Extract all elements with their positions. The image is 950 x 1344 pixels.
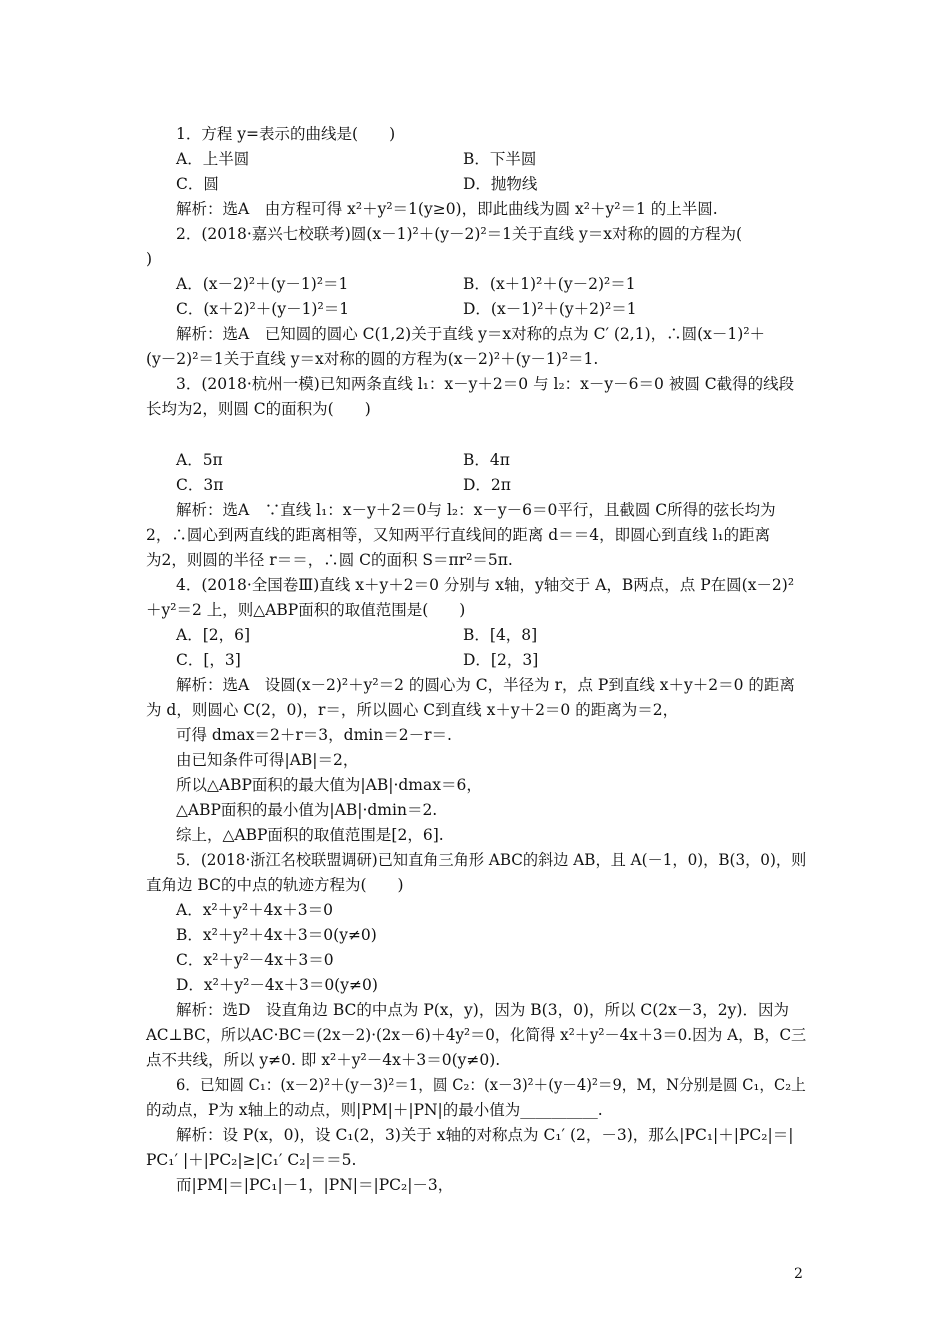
solution-text: 解析：选A 由方程可得 x²＋y²＝1(y≥0)，即此曲线为圆 x²＋y²＝1 的上半圆. xyxy=(176,200,718,218)
option-d: D．抛物线 xyxy=(463,175,538,193)
question-stem-continued: ) xyxy=(146,250,153,268)
option-a: A．(x－2)²＋(y－1)²＝1 xyxy=(176,275,349,293)
solution-text-continued: (y－2)²＝1关于直线 y＝x对称的圆的方程为(x－2)²＋(y－1)²＝1. xyxy=(146,350,599,368)
option-a: A．x²＋y²＋4x＋3＝0 xyxy=(176,901,333,919)
question-stem-continued: 的动点，P为 x轴上的动点，则|PM|＋|PN|的最小值为__________. xyxy=(146,1101,603,1119)
option-c: C．3π xyxy=(176,476,224,494)
solution-text: 解析：选A 已知圆的圆心 C(1,2)关于直线 y＝x对称的点为 C′ (2,1)，∴圆(x－1)²＋ xyxy=(176,325,766,343)
solution-conclusion: 综上，△ABP面积的取值范围是[2，6]. xyxy=(176,826,444,844)
option-c: C．圆 xyxy=(176,175,219,193)
question-stem-continued: ＋y²＝2 上，则△ABP面积的取值范围是( ) xyxy=(146,601,466,619)
option-b: B．[4，8] xyxy=(463,626,538,644)
solution-step: 所以△ABP面积的最大值为|AB|·dmax＝6， xyxy=(176,776,482,794)
solution-text: 解析：选A 设圆(x－2)²＋y²＝2 的圆心为 C，半径为 r，点 P到直线 x＋y＋2＝0 的距离 xyxy=(176,676,795,694)
solution-step: 可得 dmax＝2＋r＝3，dmin＝2－r＝. xyxy=(176,726,452,744)
question-stem: 5．(2018·浙江名校联盟调研)已知直角三角形 ABC的斜边 AB，且 A(－1，0)，B(3，0)，则 xyxy=(176,851,807,869)
page-number: 2 xyxy=(794,1266,803,1282)
option-d: D．[2，3] xyxy=(463,651,539,669)
solution-text: 解析：设 P(x，0)，设 C₁(2，3)关于 x轴的对称点为 C₁′ (2，－3)，那么|PC₁|＋|PC₂|＝| xyxy=(176,1126,794,1144)
option-b: B．(x＋1)²＋(y－2)²＝1 xyxy=(463,275,636,293)
question-stem: 6．已知圆 C₁：(x－2)²＋(y－3)²＝1，圆 C₂：(x－3)²＋(y－4)²＝9，M，N分别是圆 C₁，C₂上 xyxy=(176,1076,806,1094)
question-stem: 2．(2018·嘉兴七校联考)圆(x－1)²＋(y－2)²＝1关于直线 y＝x对称的圆的方程为( xyxy=(176,225,743,243)
option-a: A．5π xyxy=(176,451,223,469)
question-stem: 1．方程 y=表示的曲线是( ) xyxy=(176,125,396,143)
option-b: B．x²＋y²＋4x＋3＝0(y≠0) xyxy=(176,926,377,944)
solution-text-continued: PC₁′ |＋|PC₂|≥|C₁′ C₂|＝＝5. xyxy=(146,1151,357,1169)
solution-step: 由已知条件可得|AB|＝2， xyxy=(176,751,359,769)
solution-text-continued: 2，∴圆心到两直线的距离相等，又知两平行直线间的距离 d＝＝4，即圆心到直线 l₁的距离 xyxy=(146,526,771,544)
option-b: B．下半圆 xyxy=(463,150,537,168)
solution-step: 而|PM|＝|PC₁|－1，|PN|＝|PC₂|－3， xyxy=(176,1176,454,1194)
option-c: C．[，3] xyxy=(176,651,241,669)
question-stem: 4．(2018·全国卷Ⅲ)直线 x＋y＋2＝0 分别与 x轴，y轴交于 A，B两点，点 P在圆(x－2)² xyxy=(176,576,795,594)
question-stem-continued: 长均为2，则圆 C的面积为( ) xyxy=(146,400,371,418)
solution-text-continued: 为2，则圆的半径 r＝＝，∴圆 C的面积 S＝πr²＝5π. xyxy=(146,551,513,569)
solution-text-continued: AC⊥BC，所以AC·BC＝(2x－2)·(2x－6)＋4y²＝0，化简得 x²＋y²－4x＋3＝0.因为 A，B，C三 xyxy=(146,1026,807,1044)
solution-text-continued: 点不共线，所以 y≠0. 即 x²＋y²－4x＋3＝0(y≠0). xyxy=(146,1051,501,1069)
solution-text-continued: 为 d，则圆心 C(2，0)，r＝，所以圆心 C到直线 x＋y＋2＝0 的距离为＝2， xyxy=(146,701,679,719)
option-d: D．(x－1)²＋(y＋2)²＝1 xyxy=(463,300,637,318)
option-b: B．4π xyxy=(463,451,510,469)
option-a: A．[2，6] xyxy=(176,626,251,644)
solution-step: △ABP面积的最小值为|AB|·dmin＝2. xyxy=(176,801,438,819)
option-c: C．(x＋2)²＋(y－1)²＝1 xyxy=(176,300,350,318)
question-stem: 3．(2018·杭州一模)已知两条直线 l₁：x－y＋2＝0 与 l₂：x－y－6＝0 被圆 C截得的线段 xyxy=(176,375,795,393)
option-a: A．上半圆 xyxy=(176,150,250,168)
option-d: D．2π xyxy=(463,476,511,494)
option-d: D．x²＋y²－4x＋3＝0(y≠0) xyxy=(176,976,378,994)
solution-text: 解析：选A ∵直线 l₁：x－y＋2＝0与 l₂：x－y－6＝0平行，且截圆 C所得的弦长均为 xyxy=(176,501,776,519)
solution-text: 解析：选D 设直角边 BC的中点为 P(x，y)，因为 B(3，0)，所以 C(2x－3，2y)．因为 xyxy=(176,1001,789,1019)
question-stem-continued: 直角边 BC的中点的轨迹方程为( ) xyxy=(146,876,404,894)
option-c: C．x²＋y²－4x＋3＝0 xyxy=(176,951,334,969)
